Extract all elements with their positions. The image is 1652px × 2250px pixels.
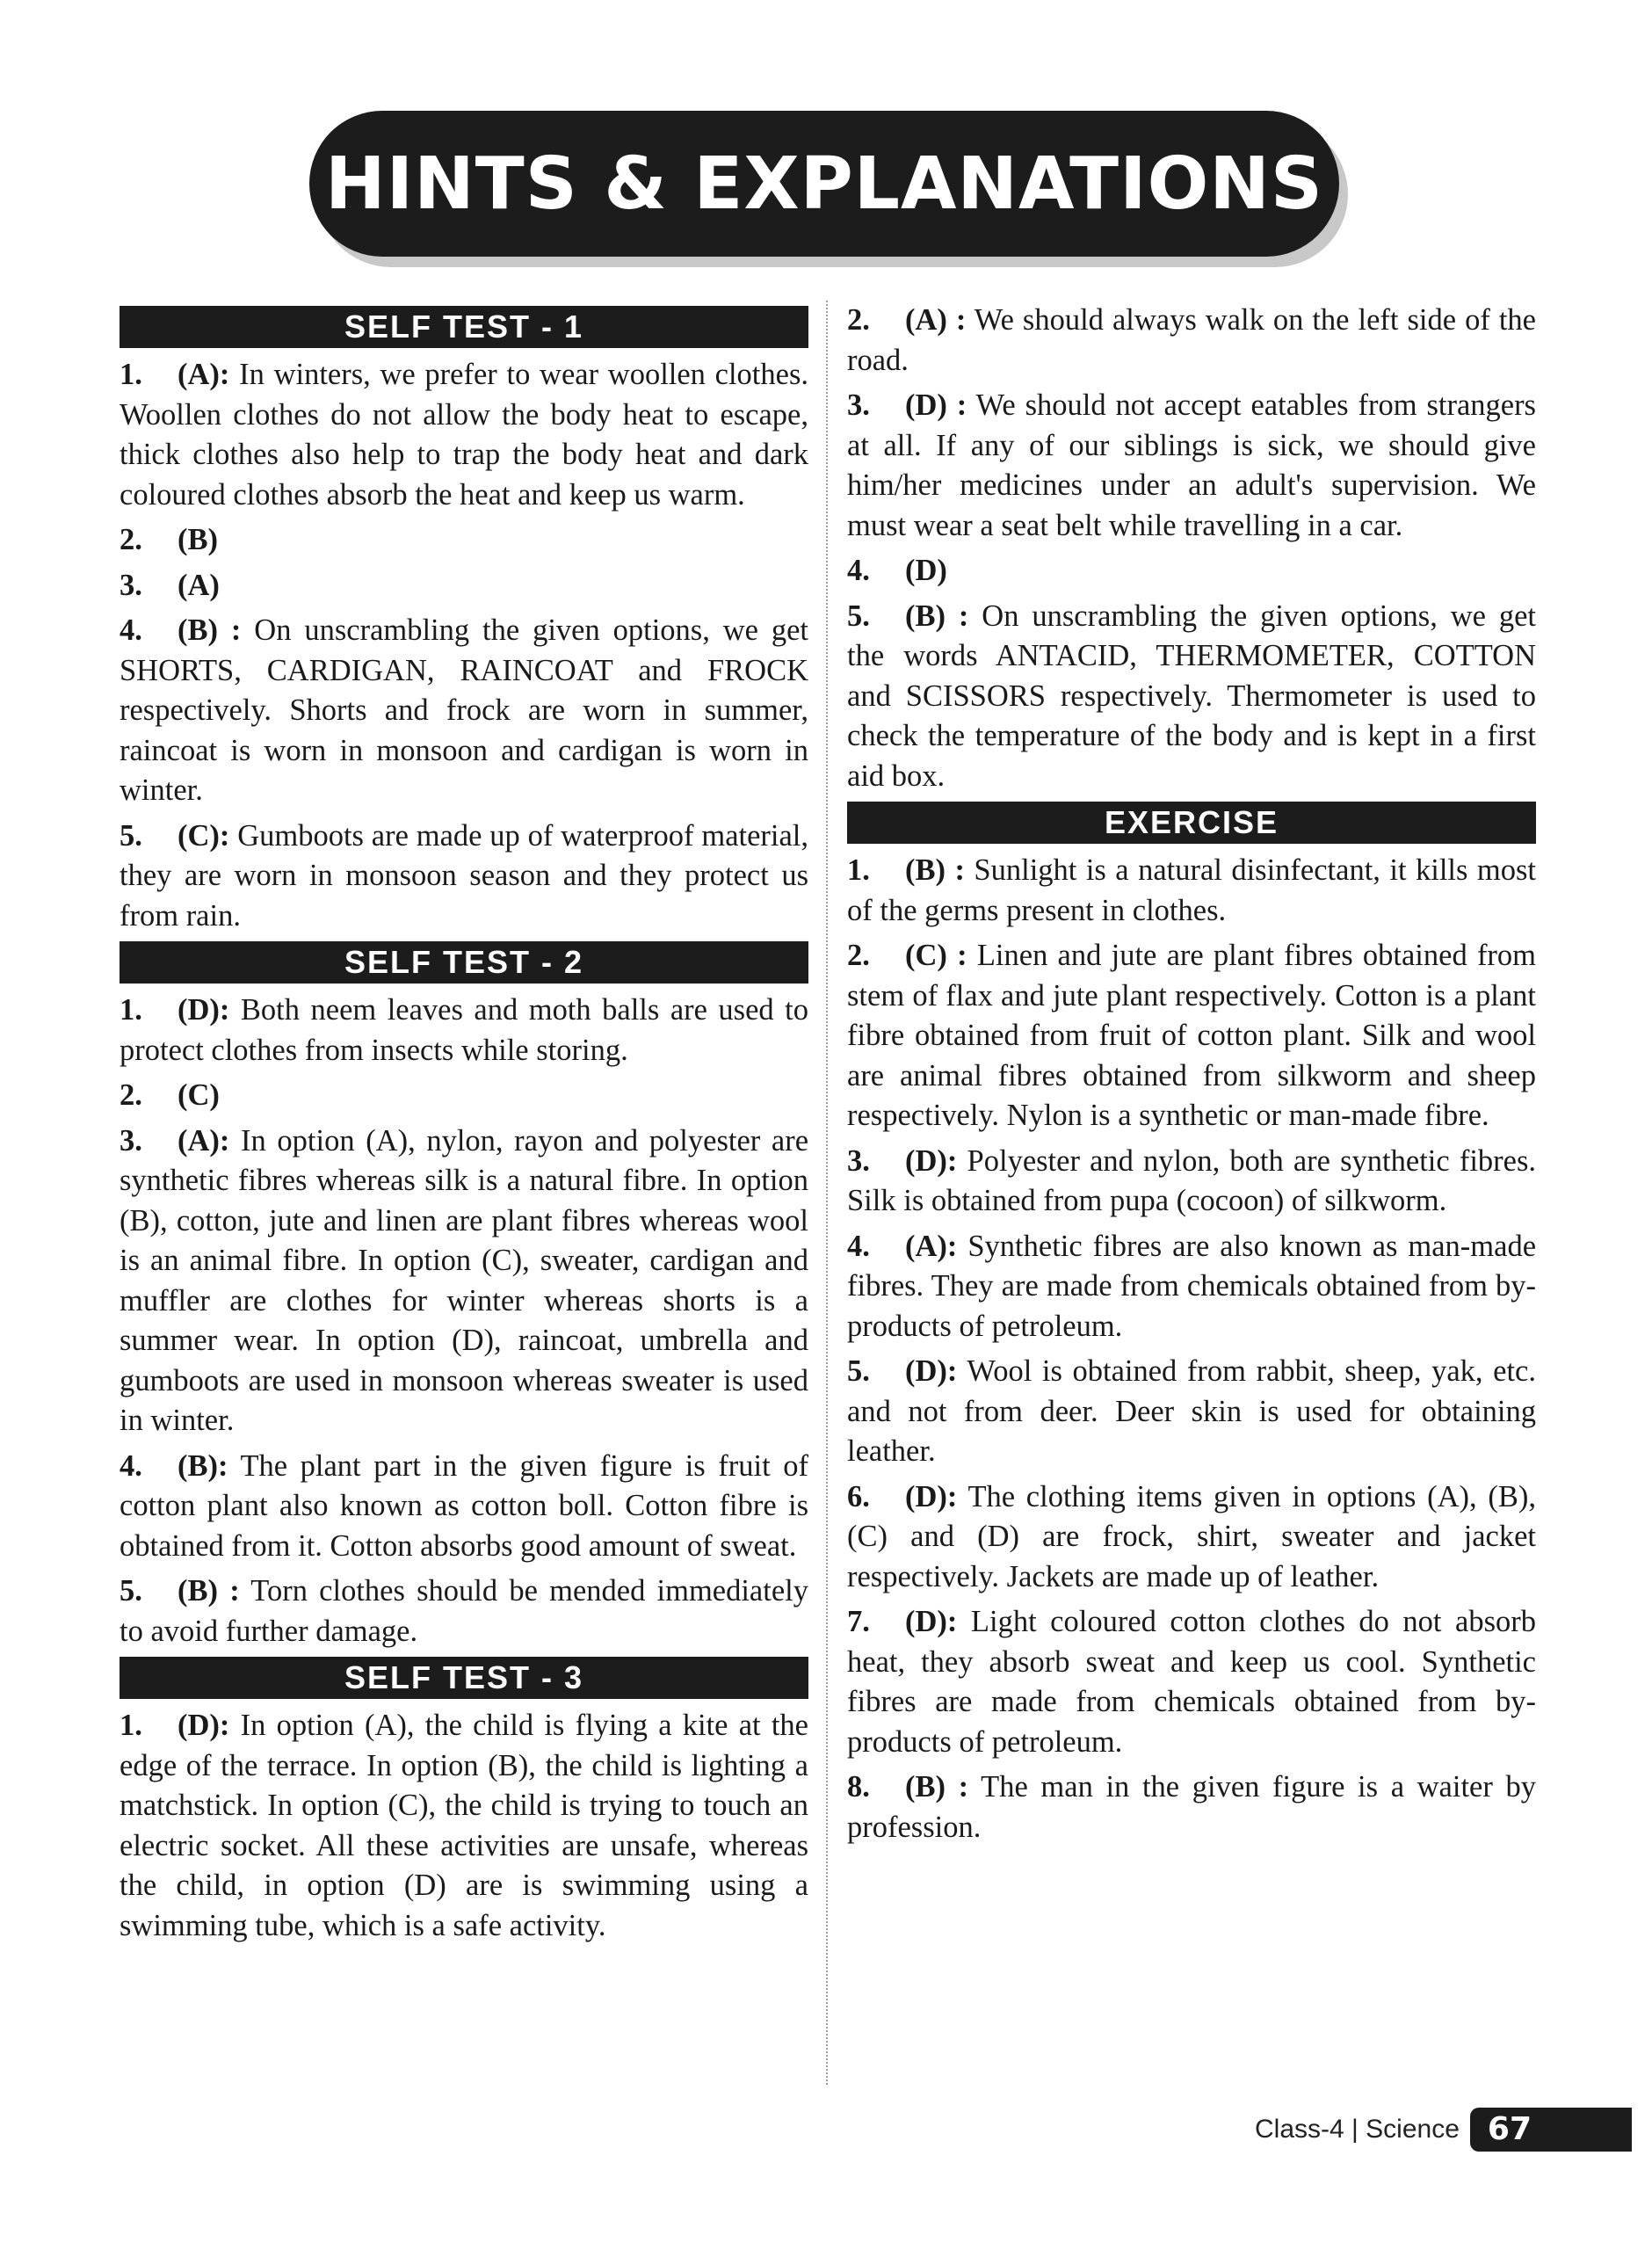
section-heading-self-test-2: SELF TEST - 2	[120, 941, 808, 983]
item-explanation: Torn clothes should be mended immediately to avoid further damage.	[120, 1574, 808, 1648]
answer-item	[847, 1767, 1536, 1847]
footer-label: Class-4 | Science	[1255, 2115, 1460, 2144]
item-answer: (D):	[178, 993, 230, 1027]
item-explanation: We should not accept eatables from strangers at all. If any of our siblings is sick, we should give him/her medicines under an adult's supervision. We must wear a seat belt while travelling in a car.	[847, 388, 1536, 542]
item-answer: (B):	[178, 1448, 228, 1483]
item-number: 2.	[120, 523, 142, 556]
item-answer: (D):	[905, 1143, 958, 1178]
item-number: 1.	[120, 993, 142, 1027]
item-answer: (C) :	[905, 939, 967, 972]
right-column	[847, 301, 1536, 1853]
item-number: 3.	[120, 568, 142, 602]
item-explanation: Linen and jute are plant fibres obtained from stem of flax and jute plant respectively. Cotton is a plant fibre obtained from fruit of cotton plant. Silk and wool are animal fibres obtained from silkworm and sheep respectively. Nylon is a synthetic or man-made fibre.	[847, 939, 1537, 1132]
item-number: 3.	[120, 1123, 142, 1158]
item-explanation: Polyester and nylon, both are synthetic fibres. Silk is obtained from pupa (cocoon) of silkworm.	[847, 1143, 1537, 1217]
answer-item	[120, 817, 808, 937]
answer-item	[120, 1571, 808, 1651]
section-heading-self-test-3: SELF TEST - 3	[120, 1657, 808, 1699]
left-column	[120, 301, 808, 1951]
answer-item	[847, 301, 1536, 381]
item-explanation: Both neem leaves and moth balls are used to protect clothes from insects while storing.	[120, 993, 809, 1067]
item-explanation: The plant part in the given figure is fruit of cotton plant also known as cotton boll. Cotton fibre is obtained from it. Cotton absorbs good amount of sweat.	[120, 1448, 808, 1563]
item-explanation: We should always walk on the left side of the road.	[847, 303, 1536, 377]
item-explanation: In winters, we prefer to wear woollen clothes. Woollen clothes do not allow the body heat to escape, thick clothes also help to trap the body heat and dark coloured clothes absorb the heat and keep us warm.	[120, 358, 808, 512]
item-explanation: In option (A), the child is flying a kite at the edge of the terrace. In option (B), the child is lighting a matchstick. In option (C), the child is trying to touch an electric socket. All these activities are unsafe, whereas the child, in option (D) are is swimming using a swimming tube, which is a safe activity.	[120, 1709, 808, 1942]
item-answer: (D)	[905, 554, 947, 587]
item-number: 1.	[120, 1709, 142, 1742]
item-number: 3.	[847, 1143, 870, 1178]
answer-item	[120, 1706, 808, 1946]
item-answer: (A) :	[905, 303, 967, 337]
item-answer: (A):	[178, 1123, 230, 1158]
answer-item	[847, 936, 1536, 1136]
item-answer: (B) :	[905, 599, 969, 633]
item-number: 4.	[847, 1229, 870, 1263]
item-number: 5.	[120, 818, 142, 853]
item-number: 1.	[120, 358, 142, 391]
item-explanation: On unscrambling the given options, we get SHORTS, CARDIGAN, RAINCOAT and FROCK respectively. Shorts and frock are worn in summer, raincoat is worn in monsoon and cardigan is worn in winter.	[120, 613, 809, 807]
item-answer: (B)	[178, 523, 218, 556]
answer-item	[120, 611, 808, 811]
section-heading-self-test-1: SELF TEST - 1	[120, 306, 808, 348]
item-answer: (B) :	[178, 1574, 240, 1608]
item-answer: (D):	[905, 1479, 958, 1513]
item-answer: (D) :	[905, 388, 967, 422]
item-number: 2.	[847, 303, 870, 337]
item-number: 5.	[847, 1354, 870, 1388]
answer-item	[120, 520, 808, 561]
item-number: 5.	[847, 599, 870, 633]
item-answer: (D):	[905, 1605, 958, 1638]
item-number: 4.	[847, 554, 870, 587]
item-explanation: Synthetic fibres are also known as man-made fibres. They are made from chemicals obtained from by-products of petroleum.	[847, 1229, 1537, 1343]
page-title: HINTS & EXPLANATIONS	[309, 111, 1339, 257]
item-explanation: Sunlight is a natural disinfectant, it kills most of the germs present in clothes.	[847, 853, 1536, 927]
item-number: 6.	[847, 1479, 870, 1513]
answer-item	[847, 851, 1536, 931]
page-number: 67	[1470, 2108, 1632, 2152]
item-answer: (C)	[178, 1078, 220, 1112]
item-number: 3.	[847, 388, 870, 422]
item-answer: (B) :	[905, 1770, 969, 1804]
answer-item	[120, 566, 808, 606]
answer-item	[847, 1477, 1536, 1598]
item-explanation: Light coloured cotton clothes do not absorb heat, they absorb sweat and keep us cool. Synthetic fibres are made from chemicals obtained from by-products of petroleum.	[847, 1605, 1537, 1759]
item-explanation: The clothing items given in options (A), (B), (C) and (D) are frock, shirt, sweater and jacket respectively. Jackets are made up of leather.	[847, 1479, 1536, 1593]
item-answer: (D):	[905, 1354, 958, 1388]
answer-item	[847, 1227, 1536, 1347]
item-number: 2.	[120, 1078, 142, 1112]
item-explanation: The man in the given figure is a waiter by profession.	[847, 1770, 1536, 1844]
item-answer: (D):	[178, 1709, 230, 1742]
answer-item	[847, 1352, 1536, 1472]
item-explanation: Wool is obtained from rabbit, sheep, yak, etc. and not from deer. Deer skin is used for obtaining leather.	[847, 1354, 1536, 1468]
item-explanation: On unscrambling the given options, we get the words ANTACID, THERMOMETER, COTTON and SCISSORS respectively. Thermometer is used to check the temperature of the body and is kept in a first aid box.	[847, 599, 1537, 793]
item-answer: (B) :	[178, 613, 242, 647]
section-heading-exercise: EXERCISE	[847, 802, 1536, 844]
column-divider	[826, 301, 828, 2085]
item-explanation: In option (A), nylon, rayon and polyester are synthetic fibres whereas silk is a natural fibre. In option (B), cotton, jute and linen are plant fibres whereas wool is an animal fibre. In option (C), sweater, cardigan and muffler are clothes for winter whereas shorts is a summer wear. In option (D), raincoat, umbrella and gumboots are used in monsoon whereas sweater is used in winter.	[120, 1123, 809, 1437]
item-answer: (A)	[178, 568, 220, 602]
item-number: 7.	[847, 1605, 870, 1638]
item-answer: (C):	[178, 818, 230, 853]
answer-item	[847, 1142, 1536, 1222]
page-banner	[309, 111, 1339, 267]
answer-item	[120, 991, 808, 1071]
answer-item	[120, 355, 808, 515]
item-answer: (B) :	[905, 853, 965, 887]
answer-item	[847, 551, 1536, 592]
item-answer: (A):	[178, 358, 230, 391]
answer-item	[120, 1447, 808, 1567]
item-number: 5.	[120, 1574, 142, 1608]
item-explanation: Gumboots are made up of waterproof material, they are worn in monsoon season and they protect us from rain.	[120, 818, 808, 933]
item-number: 1.	[847, 853, 870, 887]
item-number: 4.	[120, 613, 142, 647]
answer-item	[847, 597, 1536, 797]
page-footer	[1255, 2108, 1632, 2152]
item-number: 8.	[847, 1770, 870, 1804]
answer-item	[847, 386, 1536, 546]
item-number: 4.	[120, 1448, 142, 1483]
item-answer: (A):	[905, 1229, 958, 1263]
item-number: 2.	[847, 939, 870, 972]
answer-item	[847, 1602, 1536, 1762]
answer-item	[120, 1121, 808, 1441]
answer-item	[120, 1076, 808, 1116]
